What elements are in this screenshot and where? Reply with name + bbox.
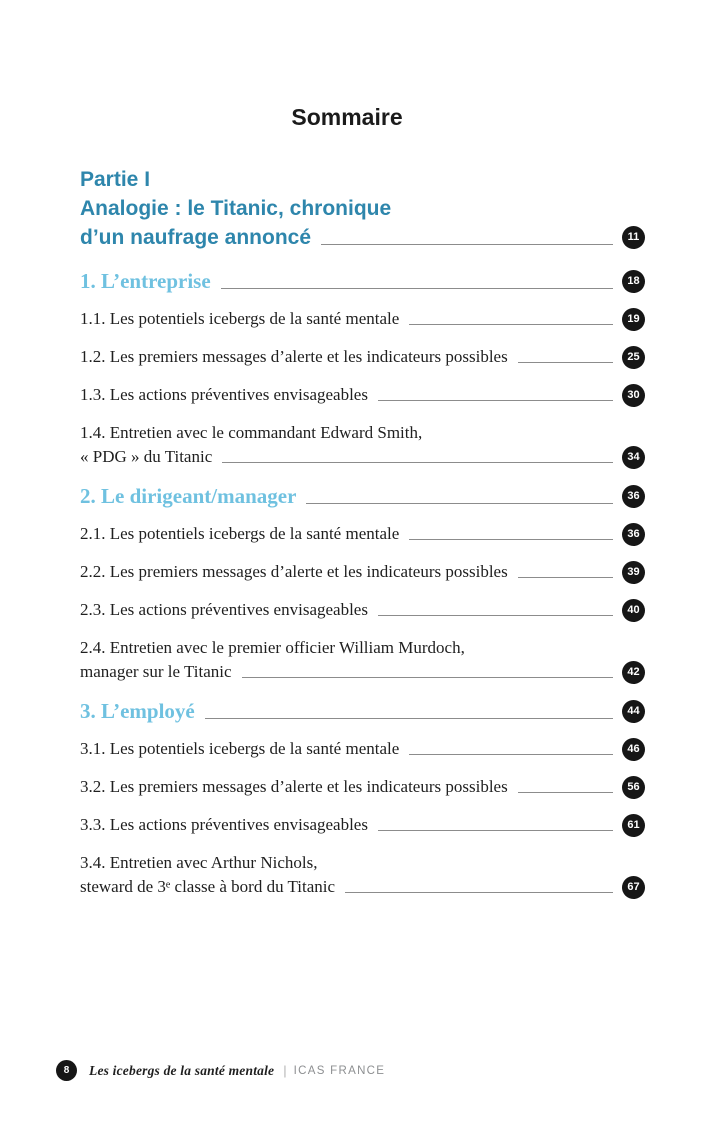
toc-entry-text: 2.3. Les actions préventives envisageables [80, 600, 368, 619]
toc-entry-sub [80, 560, 645, 584]
toc-entry-sub [80, 345, 645, 369]
page-number-badge: 56 [622, 776, 645, 799]
toc-entry-sub [80, 775, 645, 799]
toc-entry-text: 2. Le dirigeant/manager [80, 484, 297, 508]
toc-entry-text: d’un naufrage annoncé [80, 226, 312, 249]
toc-entry-text: 1.4. Entretien avec le commandant Edward Smith, [80, 423, 423, 442]
toc-entry-text: steward de 3ᵉ classe à bord du Titanic [80, 877, 336, 896]
toc-entry-text: 3.1. Les potentiels icebergs de la santé mentale [80, 739, 400, 758]
leader-line [409, 324, 613, 325]
toc-entry-text: manager sur le Titanic [80, 662, 232, 681]
leader-line [205, 718, 613, 719]
toc-entry-text: 1. L’entreprise [80, 269, 211, 293]
toc-entry-text: 1.1. Les potentiels icebergs de la santé mentale [80, 309, 400, 328]
page-number-badge: 30 [622, 384, 645, 407]
toc-entry-sub [80, 813, 645, 837]
page-number-badge: 19 [622, 308, 645, 331]
toc-entry-text: Analogie : le Titanic, chronique [80, 197, 392, 220]
page-number-badge: 40 [622, 599, 645, 622]
page-number-badge: 25 [622, 346, 645, 369]
toc-entry-sub [80, 598, 645, 622]
toc-entry-text: 1.3. Les actions préventives envisageables [80, 385, 368, 404]
page-number-badge: 34 [622, 446, 645, 469]
toc-entry-text: « PDG » du Titanic [80, 447, 213, 466]
toc-entry-text: 3.3. Les actions préventives envisageables [80, 815, 368, 834]
toc-entry-sub [80, 636, 645, 684]
toc-page [0, 104, 726, 1134]
page-number-badge: 18 [622, 270, 645, 293]
footer-separator: | [283, 1063, 287, 1078]
leader-line [321, 244, 613, 245]
leader-line [222, 462, 613, 463]
toc-entry-text: 3.2. Les premiers messages d’alerte et les indicateurs possibles [80, 777, 508, 796]
toc-entry-sub [80, 851, 645, 899]
leader-line [378, 830, 613, 831]
leader-line [378, 615, 613, 616]
footer-page-number-badge: 8 [56, 1060, 77, 1081]
toc-entry-text: Partie I [80, 168, 151, 191]
leader-line [518, 792, 613, 793]
footer-brand: ICAS FRANCE [293, 1064, 386, 1077]
toc-entry-sub [80, 737, 645, 761]
toc-entry-section [80, 698, 645, 725]
table-of-contents [80, 165, 645, 899]
toc-entry-text: 2.2. Les premiers messages d’alerte et les indicateurs possibles [80, 562, 508, 581]
toc-entry-sub [80, 522, 645, 546]
footer-book-title: Les icebergs de la santé mentale [89, 1062, 275, 1078]
toc-entry-part [80, 165, 645, 252]
toc-entry-text: 3.4. Entretien avec Arthur Nichols, [80, 853, 318, 872]
leader-line [409, 539, 613, 540]
page-footer [56, 1060, 385, 1081]
page-number-badge: 11 [622, 226, 645, 249]
leader-line [306, 503, 613, 504]
leader-line [518, 577, 613, 578]
toc-entry-section [80, 483, 645, 510]
page-number-badge: 39 [622, 561, 645, 584]
page-title: Sommaire [291, 104, 403, 130]
toc-entry-text: 3. L’employé [80, 699, 195, 723]
toc-entry-text: 2.1. Les potentiels icebergs de la santé mentale [80, 524, 400, 543]
page-number-badge: 36 [622, 523, 645, 546]
toc-entry-section [80, 268, 645, 295]
page-number-badge: 44 [622, 700, 645, 723]
page-number-badge: 46 [622, 738, 645, 761]
leader-line [221, 288, 613, 289]
toc-entry-sub [80, 421, 645, 469]
page-number-badge: 36 [622, 485, 645, 508]
toc-entry-text: 1.2. Les premiers messages d’alerte et les indicateurs possibles [80, 347, 508, 366]
leader-line [518, 362, 613, 363]
page-number-badge: 42 [622, 661, 645, 684]
leader-line [345, 892, 613, 893]
leader-line [378, 400, 613, 401]
leader-line [409, 754, 613, 755]
toc-entry-sub [80, 383, 645, 407]
leader-line [242, 677, 613, 678]
page-number-badge: 67 [622, 876, 645, 899]
toc-entry-sub [80, 307, 645, 331]
page-number-badge: 61 [622, 814, 645, 837]
toc-entry-text: 2.4. Entretien avec le premier officier William Murdoch, [80, 638, 465, 657]
